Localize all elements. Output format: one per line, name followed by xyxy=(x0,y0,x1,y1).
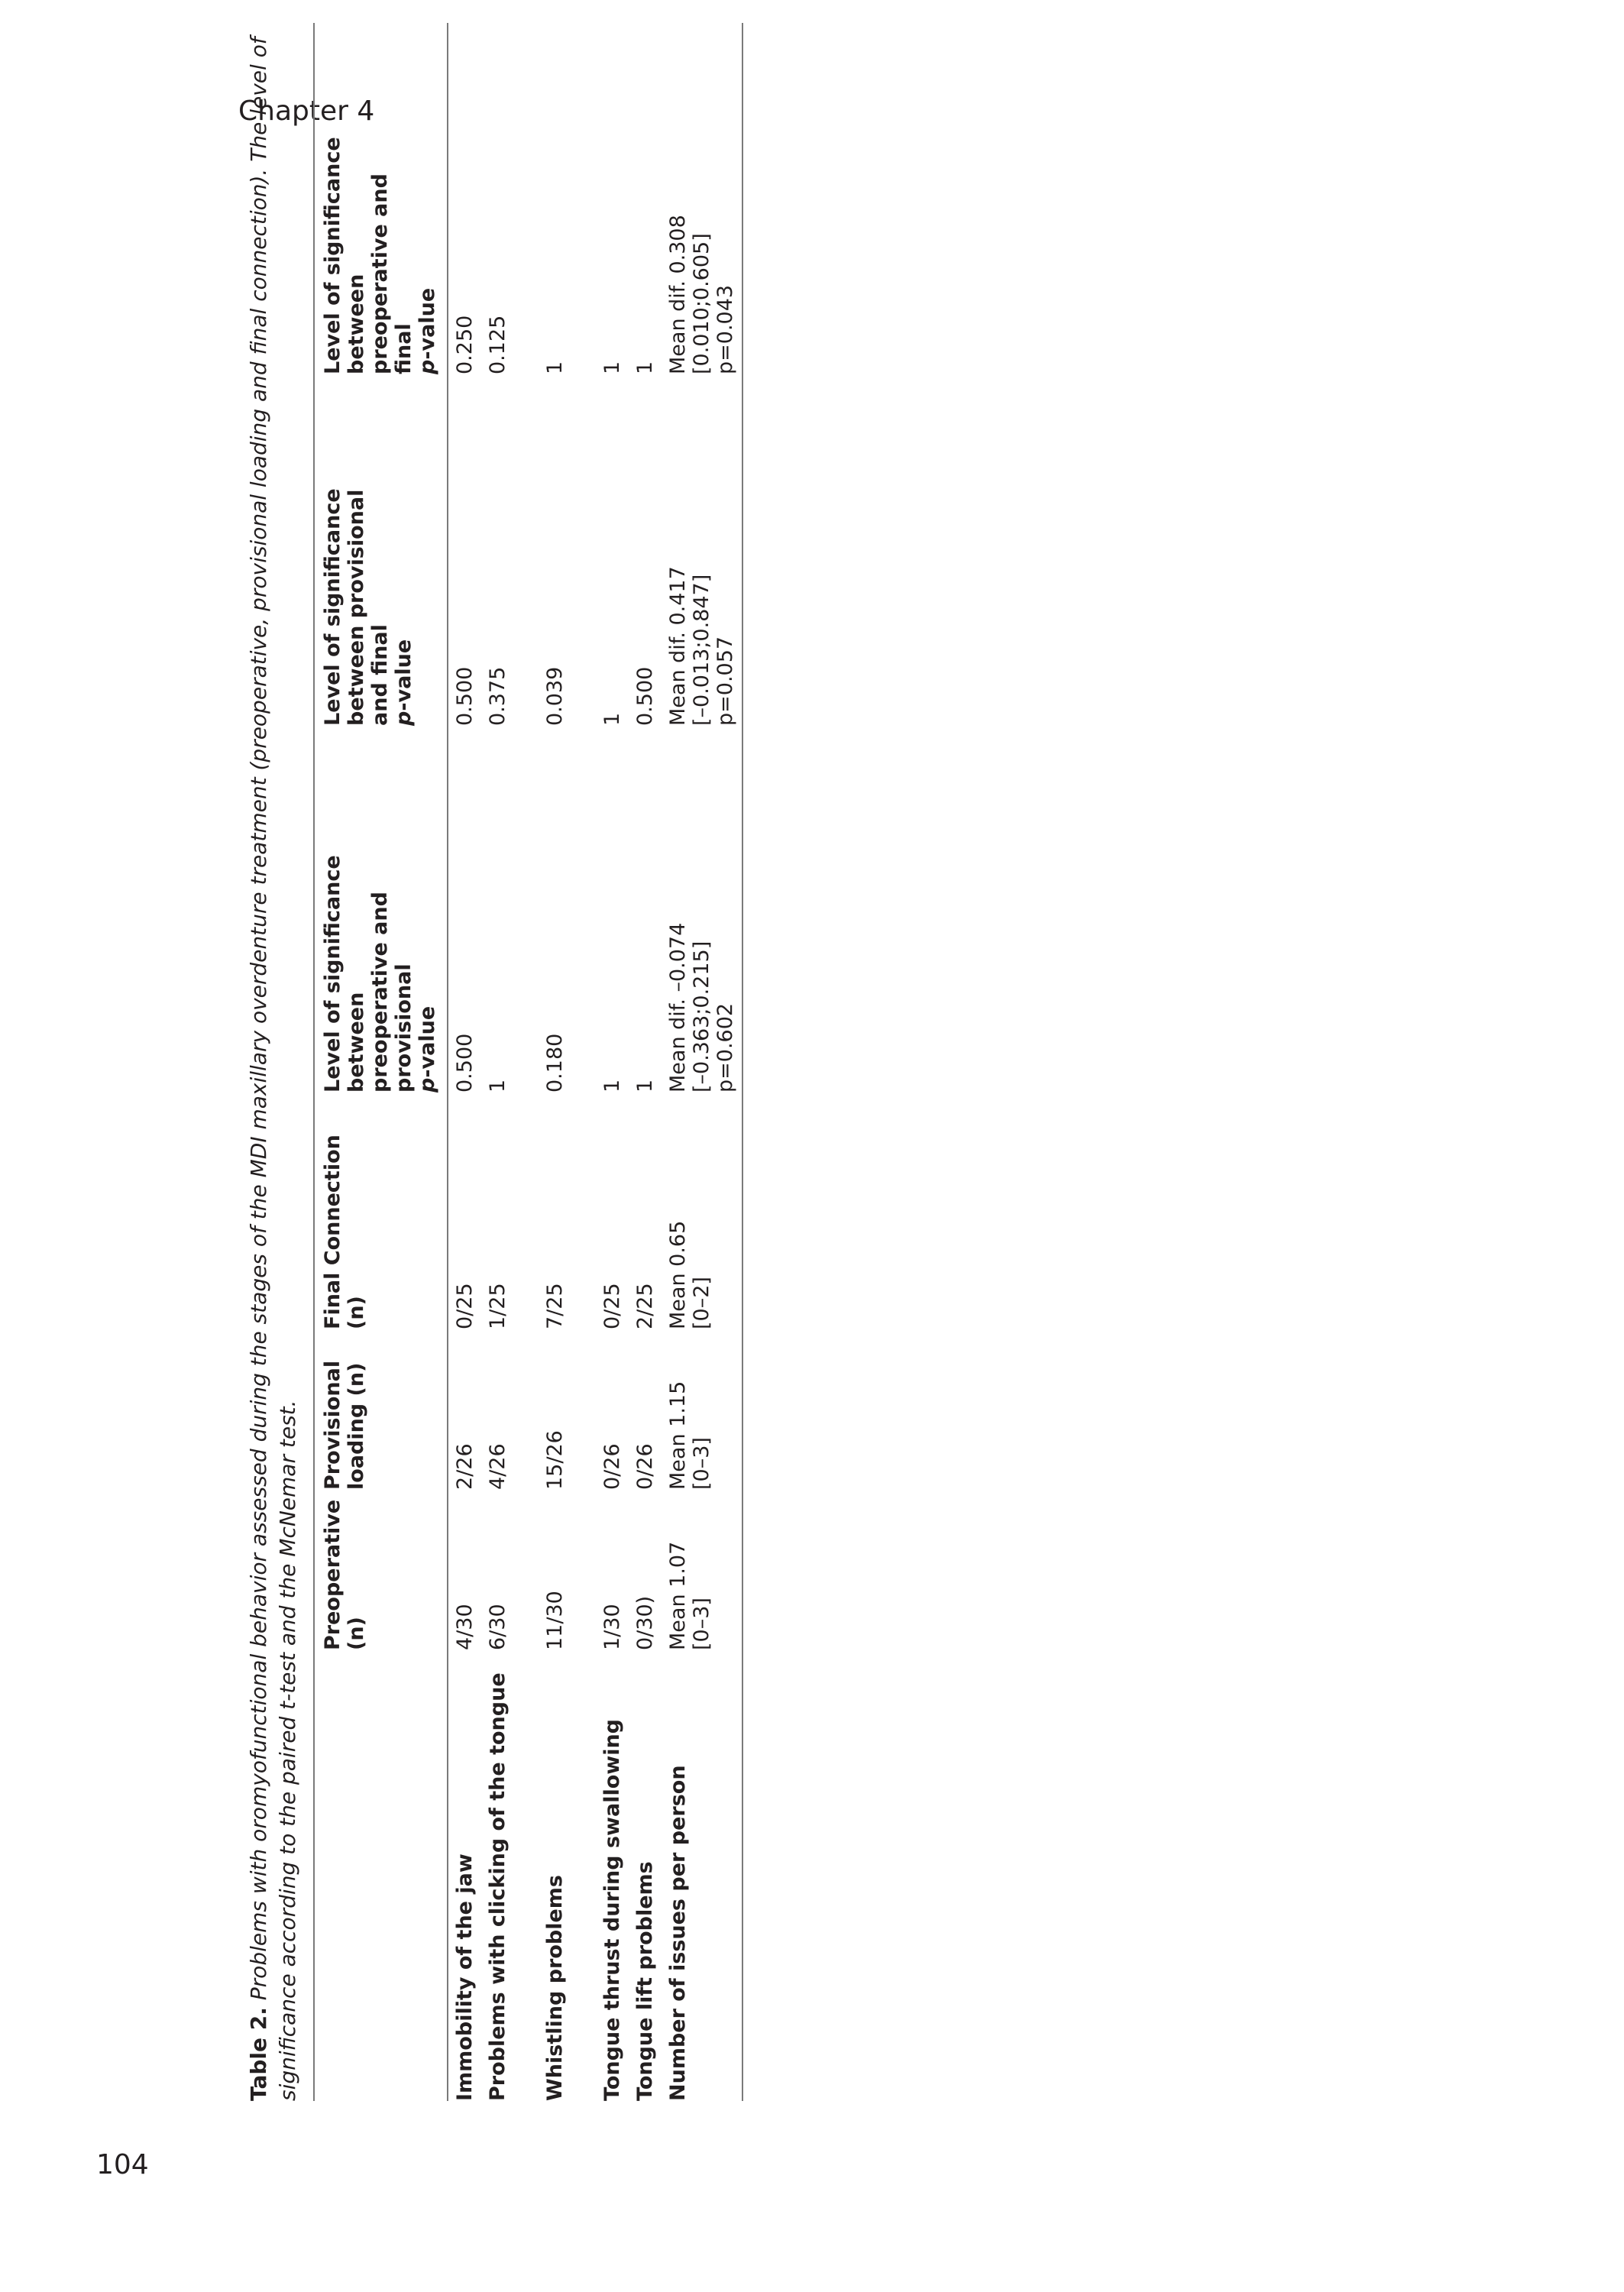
cell-sig-pre-final: 0.125 xyxy=(486,315,510,374)
header-line: Level of significance xyxy=(321,488,345,726)
cell-final: 0/25 xyxy=(600,1283,624,1329)
cell-provisional: 2/26 xyxy=(453,1443,477,1490)
cell-line: p=0.043 xyxy=(713,284,737,374)
cell-preoperative: 11/30 xyxy=(543,1591,567,1650)
pvalue-suffix: -value xyxy=(392,639,416,711)
cell-sig-prov-final: 0.375 xyxy=(486,666,510,726)
row-label: Immobility of the jaw xyxy=(453,1853,477,2101)
header-pvalue xyxy=(392,382,416,726)
cell-line: [0.010;0.605] xyxy=(690,233,713,374)
cell-sig-pre-final: 0.250 xyxy=(453,315,477,374)
pvalue-p: p xyxy=(392,711,416,726)
cell-line: [–0.363;0.215] xyxy=(690,940,713,1093)
cell-sig-pre-final: 1 xyxy=(600,361,624,374)
cell-line: p=0.057 xyxy=(713,636,737,726)
cell-sig-pre-prov: 1 xyxy=(633,1079,657,1093)
header-line: final xyxy=(392,323,416,374)
header-line: preoperative and xyxy=(368,173,392,374)
cell-sig-pre-final: 1 xyxy=(543,361,567,374)
cell-line: Mean 1.15 xyxy=(666,1381,690,1490)
results-table xyxy=(313,23,743,2101)
caption-label: Table 2. xyxy=(246,2007,271,2101)
cell-sig-prov-final: 1 xyxy=(600,712,624,726)
cell-line: Mean dif. –0.074 xyxy=(666,922,690,1093)
table-row xyxy=(629,23,662,2101)
table-row xyxy=(481,23,539,2101)
cell-sig-prov-final: 0.039 xyxy=(543,666,567,726)
cell-provisional: 4/26 xyxy=(486,1443,510,1490)
header-line: between xyxy=(345,992,368,1093)
cell-line: [0–3] xyxy=(690,1598,713,1650)
header-sig-pre-prov xyxy=(314,726,448,1093)
row-label: Whistling problems xyxy=(543,1875,567,2101)
row-label: Tongue lift problems xyxy=(633,1861,657,2101)
pvalue-p: p xyxy=(416,1077,439,1093)
header-final: Final Connection (n) xyxy=(321,1135,368,1329)
cell-sig-prov-final: 0.500 xyxy=(453,666,477,726)
cell-final: 1/25 xyxy=(486,1283,510,1329)
caption-text: Problems with oromyofunctional behavior assessed during the stages of the MDI maxillary overdenture treatment (preoperative, provisional loading and final connection). The level of significance according to the paired t-test and the McNemar test. xyxy=(246,37,300,2101)
table-row xyxy=(596,23,629,2101)
header-line: preoperative and xyxy=(368,892,392,1093)
cell-line: Mean dif. 0.308 xyxy=(666,215,690,374)
cell-provisional: 0/26 xyxy=(633,1443,657,1490)
cell-line: p=0.602 xyxy=(713,1002,737,1093)
cell-line: Mean dif. 0.417 xyxy=(666,566,690,726)
cell-sig-pre-prov: 1 xyxy=(600,1079,624,1093)
table-header-row xyxy=(314,23,448,2101)
cell-sig-pre-prov xyxy=(662,726,742,1093)
cell-preoperative: 4/30 xyxy=(453,1604,477,1650)
pvalue-suffix: -value xyxy=(416,287,439,360)
header-sig-pre-final xyxy=(314,23,448,374)
cell-sig-prov-final: 0.500 xyxy=(633,666,657,726)
cell-line: Mean 0.65 xyxy=(666,1220,690,1329)
cell-provisional: 15/26 xyxy=(543,1430,567,1490)
page-number: 104 xyxy=(96,2149,149,2180)
header-line: provisional xyxy=(392,963,416,1093)
header-sig-prov-final xyxy=(314,374,448,726)
cell-sig-pre-prov: 1 xyxy=(486,1079,510,1093)
cell-preoperative: 1/30 xyxy=(600,1604,624,1650)
cell-preoperative xyxy=(662,1490,742,1650)
cell-line: Mean 1.07 xyxy=(666,1541,690,1650)
cell-final: 7/25 xyxy=(543,1283,567,1329)
cell-line: [0–2] xyxy=(690,1277,713,1329)
cell-sig-pre-prov: 0.500 xyxy=(453,1033,477,1093)
header-blank xyxy=(314,1650,448,2101)
header-provisional: Provisional loading (n) xyxy=(321,1360,368,1490)
header-line: between xyxy=(345,274,368,374)
pvalue-suffix: -value xyxy=(416,1005,439,1078)
cell-line: [–0.013;0.847] xyxy=(690,574,713,726)
cell-preoperative: 6/30 xyxy=(486,1604,510,1650)
cell-provisional xyxy=(662,1329,742,1490)
header-line: Level of significance xyxy=(321,855,345,1093)
row-label: Problems with clicking of the tongue xyxy=(486,1672,510,2101)
header-preoperative: Preoperative (n) xyxy=(321,1499,368,1650)
header-line: between provisional xyxy=(345,489,368,726)
cell-final: 0/25 xyxy=(453,1283,477,1329)
cell-sig-pre-final: 1 xyxy=(633,361,657,374)
table-row-issues xyxy=(662,23,742,2101)
cell-final xyxy=(662,1093,742,1329)
row-label: Number of issues per person xyxy=(666,1765,690,2101)
chapter-label: Chapter 4 xyxy=(238,96,375,127)
table-row xyxy=(448,23,481,2101)
cell-sig-pre-final xyxy=(662,23,742,374)
cell-preoperative: 0/30) xyxy=(633,1595,657,1650)
cell-provisional: 0/26 xyxy=(600,1443,624,1490)
header-line: and final xyxy=(368,624,392,726)
cell-line: [0–3] xyxy=(690,1437,713,1490)
header-pvalue xyxy=(416,733,439,1093)
row-label: Tongue thrust during swallowing xyxy=(600,1718,624,2101)
pvalue-p: p xyxy=(416,359,439,374)
table-caption xyxy=(244,23,302,2101)
header-pvalue xyxy=(416,31,439,374)
header-line: Level of significance xyxy=(321,137,345,374)
rotated-table-block xyxy=(244,23,901,2101)
cell-sig-prov-final xyxy=(662,374,742,726)
cell-final: 2/25 xyxy=(633,1283,657,1329)
cell-sig-pre-prov: 0.180 xyxy=(543,1033,567,1093)
table-row xyxy=(539,23,596,2101)
